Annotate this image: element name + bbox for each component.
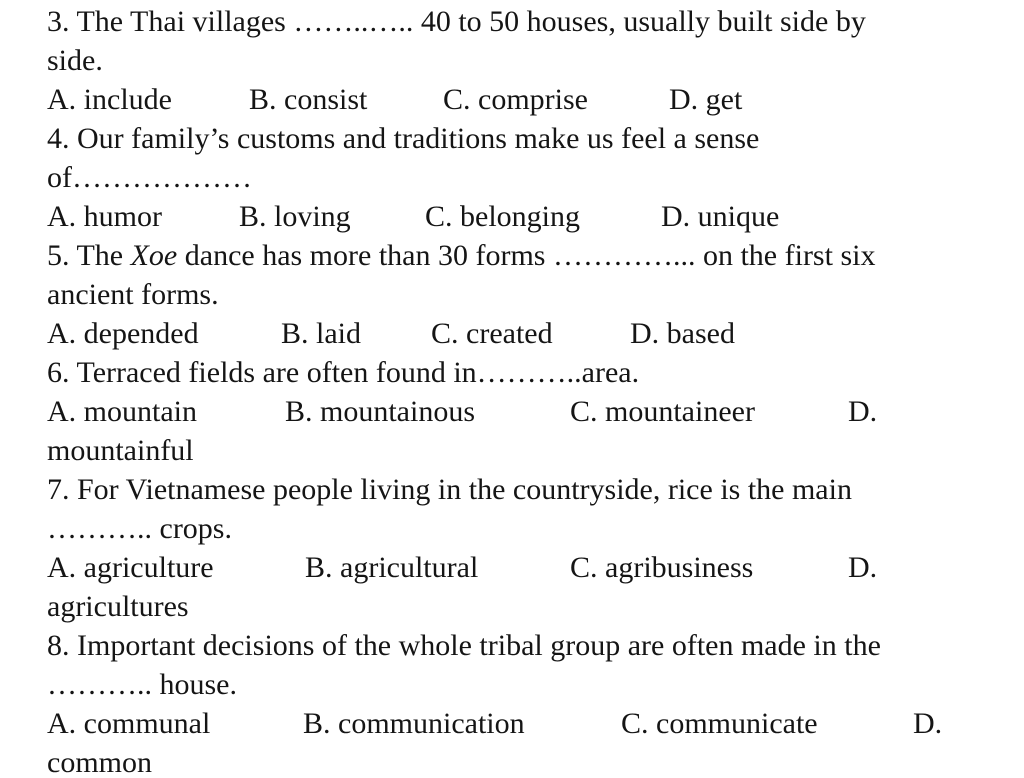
question-6-option-d-continued: mountainful xyxy=(47,434,194,467)
option-c: C. mountaineer xyxy=(570,395,755,428)
option-c: C. created xyxy=(431,317,553,350)
option-c: C. comprise xyxy=(443,83,588,116)
option-a: A. agriculture xyxy=(47,551,214,584)
option-b: B. agricultural xyxy=(305,551,479,584)
question-5-text-end: dance has more than 30 forms …………... on the first six xyxy=(177,239,876,272)
question-4-text-continued: of……………… xyxy=(47,161,252,194)
question-8-option-d-continued: common xyxy=(47,746,152,778)
option-b: B. loving xyxy=(239,200,351,233)
option-d: D. get xyxy=(669,83,743,116)
option-b: B. consist xyxy=(249,83,368,116)
question-5-text xyxy=(47,237,875,275)
option-d: D. unique xyxy=(661,200,780,233)
option-a: A. include xyxy=(47,83,172,116)
question-3-text: 3. The Thai villages ……..….. 40 to 50 houses, usually built side by xyxy=(47,5,866,38)
question-8-text-continued: ……….. house. xyxy=(47,668,237,701)
question-4-text: 4. Our family’s customs and traditions make us feel a sense xyxy=(47,122,760,155)
option-b: B. communication xyxy=(303,707,525,740)
question-5-text-start: 5. The xyxy=(47,239,131,272)
option-d: D. based xyxy=(630,317,735,350)
option-c: C. communicate xyxy=(621,707,818,740)
option-a: A. mountain xyxy=(47,395,197,428)
option-d: D. xyxy=(848,551,878,584)
option-c: C. belonging xyxy=(425,200,580,233)
option-d: D. xyxy=(913,707,943,740)
question-7-text-continued: ……….. crops. xyxy=(47,512,232,545)
question-3-text-continued: side. xyxy=(47,44,103,77)
question-5-italic-term: Xoe xyxy=(130,239,178,272)
option-b: B. mountainous xyxy=(285,395,476,428)
question-7-option-d-continued: agricultures xyxy=(47,590,189,623)
option-a: A. communal xyxy=(47,707,211,740)
option-c: C. agribusiness xyxy=(570,551,754,584)
option-b: B. laid xyxy=(281,317,361,350)
question-7-text: 7. For Vietnamese people living in the countryside, rice is the main xyxy=(47,473,852,506)
question-8-text: 8. Important decisions of the whole tribal group are often made in the xyxy=(47,629,881,662)
question-6-text: 6. Terraced fields are often found in………..area. xyxy=(47,356,640,389)
option-a: A. depended xyxy=(47,317,199,350)
option-a: A. humor xyxy=(47,200,162,233)
question-5-text-continued: ancient forms. xyxy=(47,278,219,311)
option-d: D. xyxy=(848,395,878,428)
